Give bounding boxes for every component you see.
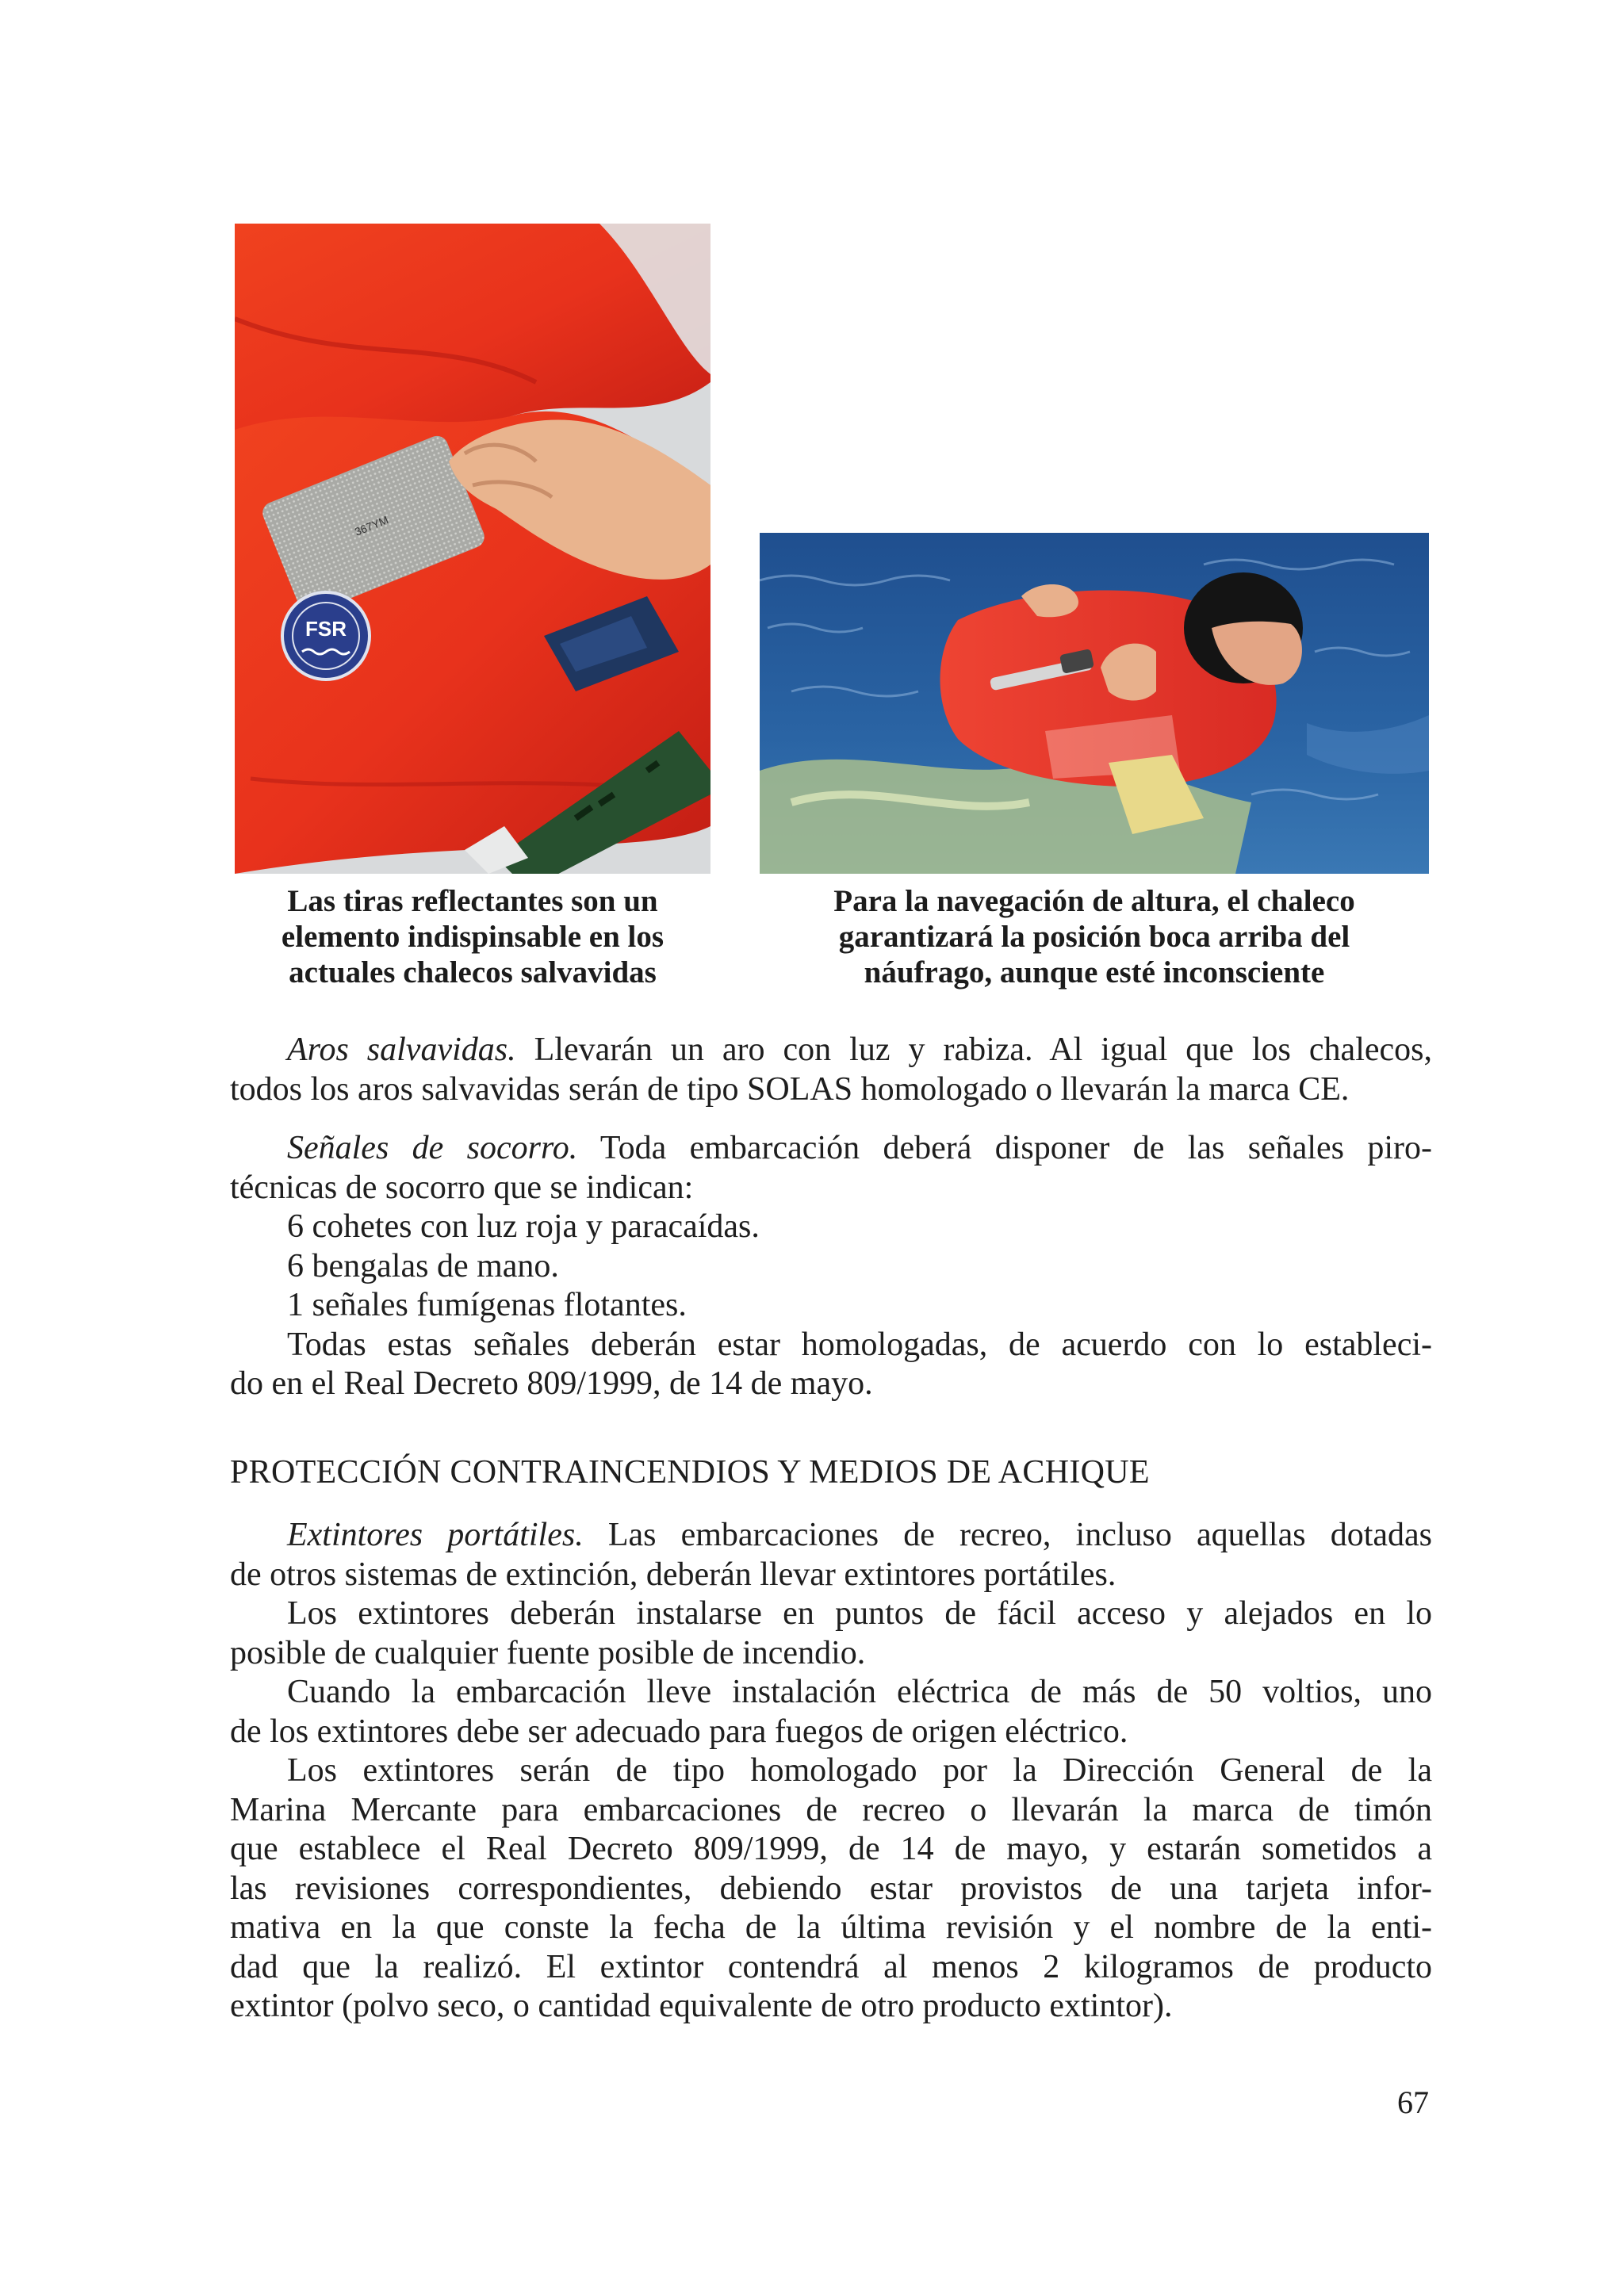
fsr-badge	[282, 592, 370, 679]
floating-person-illustration	[760, 533, 1429, 874]
extintores-line1-text: Las embarcaciones de recreo, incluso aquellas dotadas	[583, 1517, 1432, 1553]
page-number: 67	[1397, 2084, 1429, 2120]
paragraph-line: Todas estas señales deberán estar homologadas, de acuerdo con lo estableci-	[287, 1326, 1432, 1363]
paragraph-line	[230, 1031, 1432, 1070]
caption-line: actuales chalecos salvavidas	[289, 955, 657, 990]
aros-term: Aros salvavidas.	[287, 1032, 516, 1068]
paragraph-line: Los extintores serán de tipo homologado por la Dirección General de la	[287, 1752, 1432, 1789]
caption-line: Para la navegación de altura, el chaleco	[833, 884, 1355, 918]
caption-left	[235, 883, 710, 990]
senales-term: Señales de socorro.	[287, 1130, 578, 1166]
badge-text: FSR	[305, 617, 347, 641]
caption-right	[760, 883, 1429, 990]
list-item: 6 bengalas de mano.	[287, 1247, 559, 1284]
paragraph-line: Los extintores deberán instalarse en puntos de fácil acceso y alejados en lo	[287, 1595, 1432, 1632]
senales-paragraph	[230, 1129, 1432, 1404]
paragraph-line: que establece el Real Decreto 809/1999, de 14 de mayo, y estarán sometidos a	[230, 1831, 1432, 1867]
paragraph-line: posible de cualquier fuente posible de incendio.	[230, 1634, 866, 1671]
caption-line: Las tiras reflectantes son un	[287, 884, 658, 918]
aros-paragraph	[230, 1031, 1432, 1109]
caption-line: náufrago, aunque esté inconsciente	[864, 955, 1325, 990]
paragraph-line: de los extintores debe ser adecuado para fuegos de origen eléctrico.	[230, 1713, 1128, 1750]
extintores-section	[230, 1516, 1432, 2027]
caption-line: garantizará la posición boca arriba del	[838, 920, 1350, 954]
list-item: 6 cohetes con luz roja y paracaídas.	[287, 1208, 760, 1245]
paragraph-line	[230, 1129, 1432, 1169]
paragraph-line: do en el Real Decreto 809/1999, de 14 de mayo.	[230, 1365, 873, 1402]
caption-line: elemento indispinsable en los	[281, 920, 665, 954]
list-item: 1 señales fumígenas flotantes.	[287, 1287, 687, 1323]
paragraph-line: de otros sistemas de extinción, deberán llevar extintores portátiles.	[230, 1556, 1116, 1593]
paragraph-line: las revisiones correspondientes, debiendo estar provistos de una tarjeta infor-	[230, 1870, 1432, 1907]
paragraph-line	[230, 1516, 1432, 1556]
paragraph-line: Marina Mercante para embarcaciones de recreo o llevarán la marca de timón	[230, 1791, 1432, 1828]
paragraph-line: Cuando la embarcación lleve instalación eléctrica de más de 50 voltios, uno	[287, 1674, 1432, 1710]
aros-line1-text: Llevarán un aro con luz y rabiza. Al igual que los chalecos,	[515, 1032, 1432, 1068]
tag-text: 367YM	[352, 513, 390, 538]
life-vest-illustration	[235, 224, 710, 874]
senales-line1-text: Toda embarcación deberá disponer de las señales piro-	[577, 1130, 1432, 1166]
paragraph-line: técnicas de socorro que se indican:	[230, 1169, 694, 1206]
section-heading: PROTECCIÓN CONTRAINCENDIOS Y MEDIOS DE ACHIQUE	[230, 1454, 1150, 1491]
life-vest-photo	[235, 224, 710, 874]
paragraph-line: mativa en la que conste la fecha de la última revisión y el nombre de la enti-	[230, 1909, 1432, 1946]
paragraph-line: todos los aros salvavidas serán de tipo SOLAS homologado o llevarán la marca CE.	[230, 1070, 1350, 1108]
paragraph-line: dad que la realizó. El extintor contendrá al menos 2 kilogramos de producto	[230, 1948, 1432, 1985]
paragraph-line: extintor (polvo seco, o cantidad equivalente de otro producto extintor).	[230, 1988, 1173, 2024]
person-in-water-photo	[760, 533, 1429, 874]
extintores-term: Extintores portátiles.	[287, 1517, 584, 1553]
